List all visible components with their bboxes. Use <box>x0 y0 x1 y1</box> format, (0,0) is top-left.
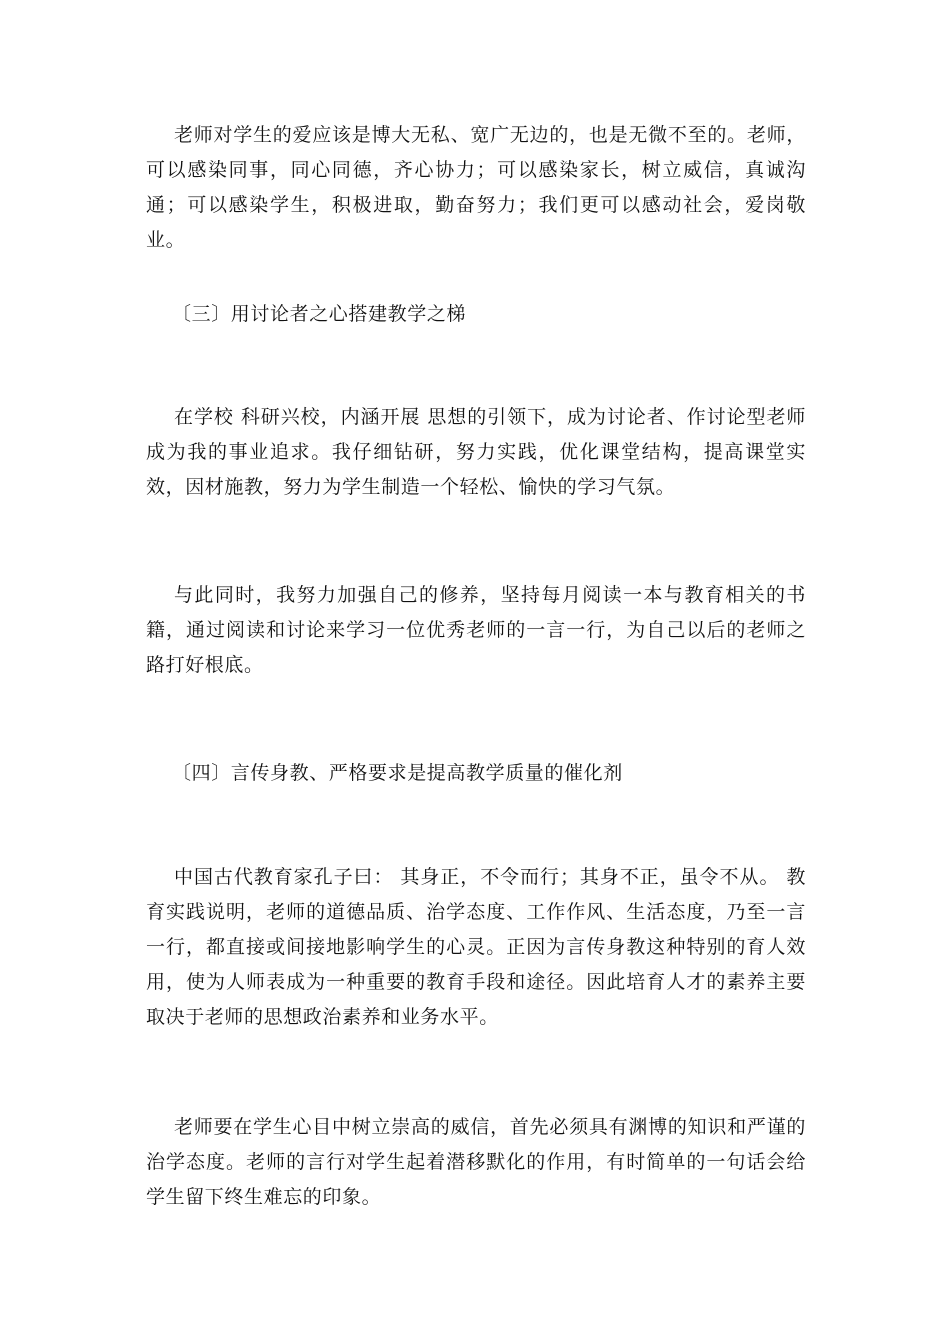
paragraph-confucius: 中国古代教育家孔子曰： 其身正，不令而行；其身不正，虽令不从。 教育实践说明，老师的道德品质、治学态度、工作作风、生活态度，乃至一言一行，都直接或间接地影响学生的心灵。正因为言传身教这种特别的育人效用，使为人师表成为一种重要的教育手段和途径。因此培育人才的素养主要取决于老师的思想政治素养和业务水平。 <box>146 866 806 1028</box>
paragraph-research: 在学校 科研兴校，内涵开展 思想的引领下，成为讨论者、作讨论型老师成为我的事业追求。我仔细钻研，努力实践，优化课堂结构，提高课堂实效，因材施教，努力为学生制造一个轻松、愉快的学习气氛。 <box>146 406 806 498</box>
section-heading-three: 〔三〕用讨论者之心搭建教学之梯 <box>172 303 467 325</box>
paragraph-teacher-love: 老师对学生的爱应该是博大无私、宽广无边的，也是无微不至的。老师，可以感染同事，同心同德，齐心协力；可以感染家长，树立威信，真诚沟通；可以感染学生，积极进取，勤奋努力；我们更可以感动社会，爱岗敬业。 <box>146 124 806 251</box>
paragraph-reading: 与此同时，我努力加强自己的修养，坚持每月阅读一本与教育相关的书籍，通过阅读和讨论来学习一位优秀老师的一言一行，为自己以后的老师之路打好根底。 <box>146 584 806 676</box>
section-heading-four: 〔四〕言传身教、严格要求是提高教学质量的催化剂 <box>172 762 623 784</box>
paragraph-prestige: 老师要在学生心目中树立崇高的威信，首先必须具有渊博的知识和严谨的治学态度。老师的言行对学生起着潜移默化的作用，有时简单的一句话会给学生留下终生难忘的印象。 <box>146 1116 806 1208</box>
